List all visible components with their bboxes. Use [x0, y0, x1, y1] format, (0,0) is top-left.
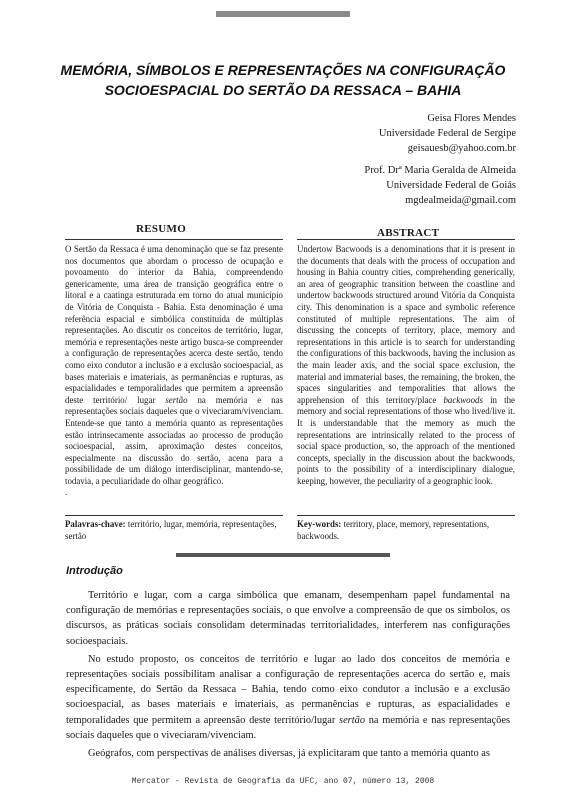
introducao-body: [66, 588, 510, 764]
resumo-text: [65, 244, 283, 499]
keywords-label: Key-words:: [297, 519, 342, 529]
author-email[interactable]: mgdealmeida@gmail.com: [405, 195, 516, 206]
paragraph-emphasis: sertão: [339, 714, 366, 726]
page-footer: Mercator - Revista de Geografia da UFC, ano 07, número 13, 2008: [131, 777, 435, 786]
abstract-text-a: Undertow Bacwoods is a denominations that it is present in the documents that deals with the process of occupation and housing in Bahia country cities, comprehending generically, an area of geographic transition between the coastline and undertow backwoods structured around Vitória da Conquista city. This denomination is a space and symbolic reference constituted of multiple representations. The aim of discussing the concepts of territory, place, memory and representations in this article is to search for understanding the configurations of this backwoods, having the inclusion as the main leader axis, and the social space exclusion, the material and immaterial bases, the remaining, the broken, the spaces singularities and temporalities that allows the apprehension of this territory/place: [297, 244, 515, 405]
keywords-value: território, lugar, memória, representações, sertão: [65, 519, 277, 541]
abstract-text-em: backwoods: [443, 394, 483, 405]
author-institution: Universidade Federal de Goiás: [386, 180, 516, 191]
section-heading-introducao: Introdução: [66, 565, 123, 577]
keywords-rule-left: [65, 515, 283, 516]
author-name: Prof. Drª Maria Geralda de Almeida: [364, 165, 516, 176]
resumo-text-em: sertão: [165, 394, 188, 405]
abstract-text-b: in the memory and social representations of those who lived/live it. It is understandable that the memory as much the representations are intrinsically related to the process of social space production, so, the approach of the mentioned concepts, specially in the discussion about the backwoods, points to the possibility of a interdisciplinary dialogue, keeping, however, the peculiarity of a geographic look.: [297, 394, 515, 486]
keywords-label: Palavras-chave:: [65, 519, 126, 529]
keywords-value: territory, place, memory, representations, backwoods.: [297, 519, 490, 541]
title-line-1: MEMÓRIA, SÍMBOLOS E REPRESENTAÇÕES NA CONFIGURAÇÃO: [60, 62, 506, 78]
palavras-chave: [65, 519, 283, 542]
abstract-text: [297, 244, 515, 487]
article-title: [40, 60, 526, 100]
author-institution: Universidade Federal de Sergipe: [378, 128, 516, 139]
author-block-1: [379, 111, 516, 156]
paragraph-part: No estudo proposto, os conceitos de território e lugar ao lado dos conceitos de memória e representações sociais possibilitam analisar a configuração de representações acerca do sertão e, mais especificamente, do Sertão da Ressaca – Bahia, tendo como eixo condutor a inclusão e a exclusão socioespacial, as bases materiais e imateriais, as permanências e rupturas, as espacialidades e temporalidades que permitem a apreensão deste território/lugar: [66, 653, 510, 726]
abstract-heading: ABSTRACT: [377, 227, 440, 239]
keywords-rule-right: [297, 515, 515, 516]
paragraph-part: na memória e nas representações sociais daqueles que o viveciaram/vivenciam.: [66, 714, 510, 741]
paragraph: [66, 652, 510, 743]
header-bar: [216, 11, 350, 17]
author-email[interactable]: geisauesb@yahoo.com.br: [407, 143, 516, 154]
resumo-heading: RESUMO: [136, 223, 187, 235]
section-separator: [176, 553, 390, 557]
paragraph: Geógrafos, com perspectivas de análises diversas, já explicitaram que tanto a memória quanto as: [88, 748, 490, 760]
resumo-rule: [65, 239, 283, 240]
title-line-2: SOCIOESPACIAL DO SERTÃO DA RESSACA – BAHIA: [104, 82, 462, 98]
resumo-trailing: .: [65, 487, 68, 498]
abstract-rule: [297, 239, 515, 240]
key-words: [297, 519, 515, 542]
author-name: Geisa Flores Mendes: [427, 113, 516, 124]
author-block-2: [364, 163, 516, 208]
resumo-text-b: na memória e nas representações sociais daqueles que o viveciaram/vivenciam. Entende-se que tanto a memória quanto as representações estão intrinsecamente associadas ao processo de produção socioespacial, assim, aproximação destes conceitos, especialmente na discussão do sertão, acena para a possibilidade de um diálogo interdisciplinar, mantendo-se, todavia, a peculiaridade do olhar geográfico.: [65, 394, 283, 486]
resumo-text-a: O Sertão da Ressaca é uma denominação que se faz presente nos documentos que abordam o processo de ocupação e povoamento do interior da Bahia, compreendendo genericamente, uma área de transição geográfica entre o litoral e a caatinga estruturada em torno do atual município de Vitória de Conquista - Bahia. Esta denominação é uma referência espacial e simbólica constituída de múltiplas representações. Ao discutir os conceitos de território, lugar, memória e representações neste artigo busca-se compreender a configuração de representações acerca deste sertão, tendo como eixo condutor a inclusão e a exclusão socioespacial, as bases materiais e imateriais, as permanências e rupturas, as espacialidades e temporalidades que permitem a apreensão deste território/ lugar: [65, 244, 283, 405]
paragraph: Território e lugar, com a carga simbólica que emanam, desempenham papel fundamental na configuração de memórias e representações sociais, o que envolve a compreensão de que os símbolos, os discursos, as práticas sociais consolidam determinadas territorialidades, interferem nas configurações socioespaciais.: [66, 590, 510, 647]
